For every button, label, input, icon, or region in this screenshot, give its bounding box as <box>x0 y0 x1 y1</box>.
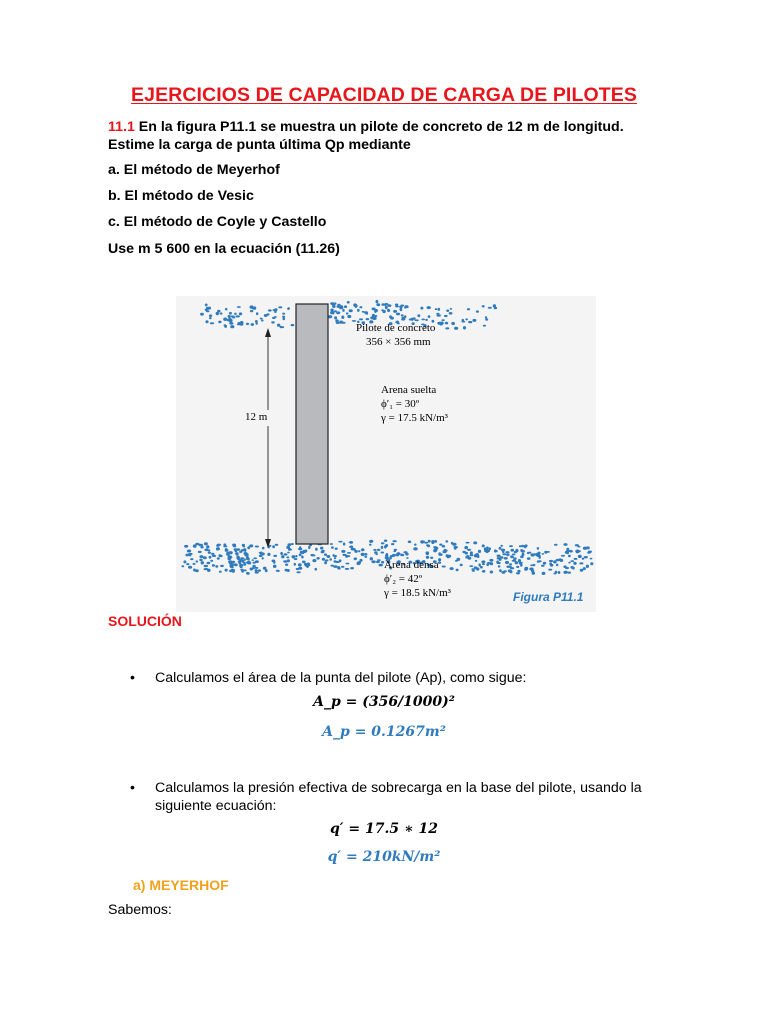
equation-area-result: A_p = 0.1267m² <box>322 724 446 740</box>
layer1-gamma: γ = 17.5 kN/m³ <box>381 412 448 424</box>
pile-label: Pilote de concreto <box>356 322 436 334</box>
problem-number: 11.1 <box>108 119 135 135</box>
equation-pressure: q′ = 17.5 ∗ 12 <box>330 821 438 837</box>
layer1-name: Arena suelta <box>381 384 437 396</box>
concrete-pile <box>296 304 328 544</box>
option-a: a. El método de Meyerhof <box>108 162 280 178</box>
layer2-gamma: γ = 18.5 kN/m³ <box>384 587 451 599</box>
layer2-phi: ϕ′₂ = 42º <box>384 573 423 585</box>
pile-figure <box>176 296 596 612</box>
solution-heading: SOLUCIÓN <box>108 613 182 629</box>
page-title: EJERCICIOS DE CAPACIDAD DE CARGA DE PILOTES <box>131 84 637 106</box>
method-a-heading: a) MEYERHOF <box>133 877 229 893</box>
layer2-name: Arena densa <box>384 559 439 571</box>
problem-text: En la figura P11.1 se muestra un pilote de concreto de 12 m de longitud. Estime la carga de punta última Qp mediante <box>108 119 624 153</box>
bullet-icon: • <box>130 780 135 796</box>
known-text: Sabemos: <box>108 902 172 918</box>
length-label: 12 m <box>245 411 268 423</box>
problem-statement <box>108 118 668 154</box>
option-b: b. El método de Vesic <box>108 188 254 204</box>
option-c: c. El método de Coyle y Castello <box>108 214 327 230</box>
pile-size: 356 × 356 mm <box>366 336 431 348</box>
figure-caption: Figura P11.1 <box>513 590 584 604</box>
equation-pressure-result: q′ = 210kN/m² <box>327 849 441 865</box>
equation-area: A_p = (356/1000)² <box>313 694 455 710</box>
step-1-text: Calculamos el área de la punta del pilote (Ap), como sigue: <box>155 670 527 686</box>
pile-diagram <box>176 296 596 612</box>
bullet-icon: • <box>130 670 135 686</box>
problem-note: Use m 5 600 en la ecuación (11.26) <box>108 241 340 257</box>
layer1-phi: ϕ′₁ = 30º <box>381 398 420 410</box>
step-2-text: Calculamos la presión efectiva de sobrecarga en la base del pilote, usando la siguiente ecuación: <box>155 780 642 814</box>
